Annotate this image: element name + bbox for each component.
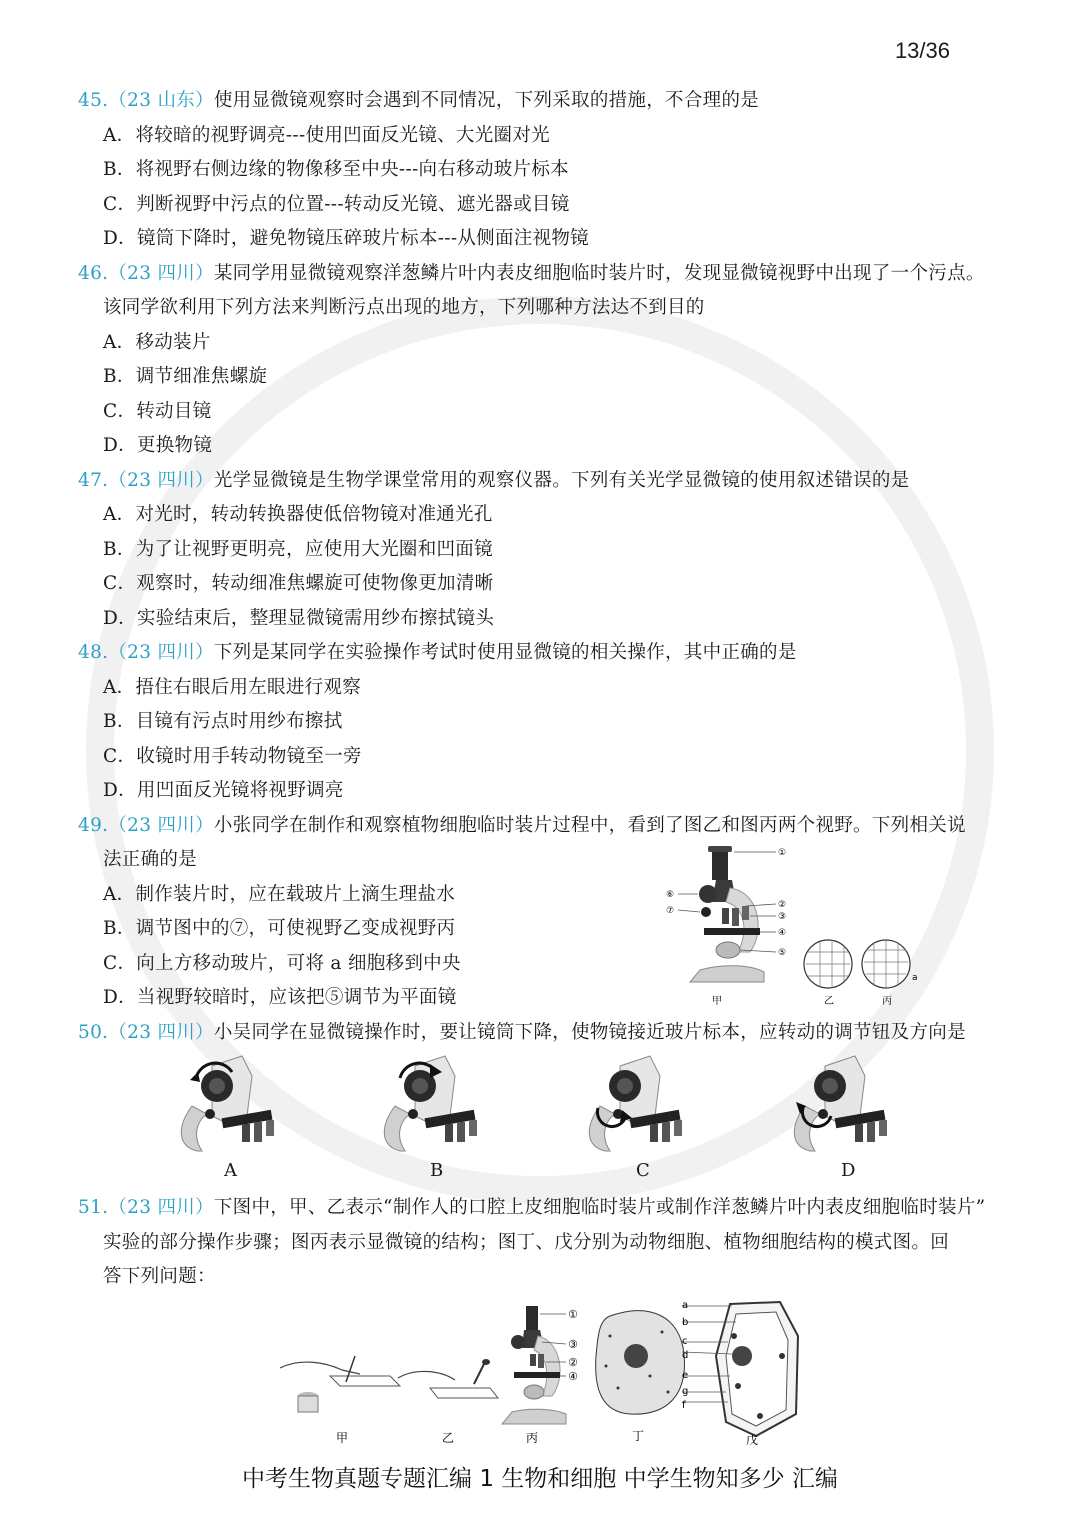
label-d: d	[682, 1350, 689, 1361]
option-a: A．将较暗的视野调亮---使用凹面反光镜、大光圈对光	[103, 125, 550, 146]
figure-label-b: B	[430, 1160, 444, 1181]
question-48-stem: 48.（23 四川）下列是某同学在实验操作考试时使用显微镜的相关操作，其中正确的是	[78, 642, 797, 663]
label-bing: 丙	[882, 996, 892, 1007]
option-a: A．捂住右眼后用左眼进行观察	[103, 677, 362, 698]
option-d: D．实验结束后，整理显微镜需用纱布擦拭镜头	[103, 608, 495, 629]
option-c: C．转动目镜	[103, 401, 212, 422]
option-c: C．收镜时用手转动物镜至一旁	[103, 746, 362, 767]
option-b: B．为了让视野更明亮，应使用大光圈和凹面镜	[103, 539, 493, 560]
question-50-stem: 50.（23 四川）小吴同学在显微镜操作时，要让镜筒下降，使物镜接近玻片标本，应转动的调节钮及方向是	[78, 1022, 966, 1043]
label-wu: 戊	[746, 1433, 759, 1447]
label-3: ③	[568, 1338, 578, 1351]
question-47-stem: 47.（23 四川）光学显微镜是生物学课堂常用的观察仪器。下列有关光学显微镜的使用叙述错误的是	[78, 470, 910, 491]
question-source: （23 山东）	[108, 90, 214, 111]
microscope-drawing	[678, 846, 776, 982]
figure-label-c: C	[636, 1160, 650, 1181]
option-b: B．调节细准焦螺旋	[103, 366, 268, 387]
option-a-drawing	[181, 1056, 274, 1151]
option-b-drawing	[384, 1056, 477, 1151]
question-45-stem: 45.（23 山东）使用显微镜观察时会遇到不同情况，下列采取的措施，不合理的是	[78, 90, 760, 111]
question-number: 46.	[78, 263, 109, 284]
label-yi: 乙	[442, 1431, 455, 1445]
page-number: 13/36	[894, 38, 950, 63]
plant-cell-drawing	[682, 1302, 798, 1436]
question-number: 45.	[78, 90, 109, 111]
question-number: 47.	[78, 470, 109, 491]
page-footer: 中考生物真题专题汇编 1 生物和细胞 中学生物知多少 汇编	[242, 1466, 838, 1492]
question-46-stem-cont: 该同学欲利用下列方法来判断污点出现的地方，下列哪种方法达不到目的	[103, 297, 705, 318]
question-50-figure	[160, 1050, 920, 1185]
option-d: D．更换物镜	[103, 435, 213, 456]
label-3: ③	[778, 912, 787, 922]
question-51-stem-cont: 实验的部分操作步骤；图丙表示显微镜的结构；图丁、戊分别为动物细胞、植物细胞结构的模式图。回	[103, 1232, 950, 1253]
option-d: D．用凹面反光镜将视野调亮	[103, 780, 344, 801]
option-a: A．对光时，转动转换器使低倍物镜对准通光孔	[103, 504, 493, 525]
option-c: C．向上方移动玻片，可将 a 细胞移到中央	[103, 953, 461, 974]
question-49-stem: 49.（23 四川）小张同学在制作和观察植物细胞临时装片过程中，看到了图乙和图丙两个视野。下列相关说	[78, 815, 966, 836]
option-c: C．判断视野中污点的位置---转动反光镜、遮光器或目镜	[103, 194, 570, 215]
option-a: A．制作装片时，应在载玻片上滴生理盐水	[103, 884, 456, 905]
question-source: （23 四川）	[108, 1197, 214, 1218]
label-jia: 甲	[336, 1431, 349, 1445]
label-f: f	[682, 1400, 686, 1411]
question-46-stem: 46.（23 四川）某同学用显微镜观察洋葱鳞片叶内表皮细胞临时装片时，发现显微镜视野中出现了一个污点。	[78, 263, 985, 284]
option-d: D．当视野较暗时，应该把⑤调节为平面镜	[103, 987, 457, 1008]
label-bing: 丙	[526, 1431, 539, 1445]
step-yi-drawing	[398, 1359, 498, 1398]
label-b: b	[682, 1317, 689, 1328]
label-jia: 甲	[712, 996, 722, 1007]
question-source: （23 四川）	[108, 815, 214, 836]
option-b: B．调节图中的⑦，可使视野乙变成视野丙	[103, 918, 456, 939]
label-ding: 丁	[632, 1429, 645, 1443]
option-b: B．目镜有污点时用纱布擦拭	[103, 711, 343, 732]
question-source: （23 四川）	[108, 642, 214, 663]
field-of-view-bing	[862, 940, 910, 988]
option-c: C．观察时，转动细准焦螺旋可使物像更加清晰	[103, 573, 494, 594]
animal-cell-drawing	[596, 1311, 685, 1414]
option-b: B．将视野右侧边缘的物像移至中央---向右移动玻片标本	[103, 159, 569, 180]
question-51-stem: 51.（23 四川）下图中，甲、乙表示“制作人的口腔上皮细胞临时装片或制作洋葱鳞片叶内表皮细胞临时装片”	[78, 1197, 986, 1218]
figure-label-a: A	[224, 1160, 237, 1181]
label-e: e	[682, 1370, 689, 1381]
question-source: （23 四川）	[108, 1022, 214, 1043]
label-6: ⑥	[666, 890, 675, 900]
label-4: ④	[778, 928, 787, 938]
label-7: ⑦	[666, 906, 675, 916]
label-2: ②	[568, 1356, 578, 1369]
label-yi: 乙	[824, 996, 834, 1007]
question-51-stem-cont2: 答下列问题：	[103, 1266, 216, 1287]
step-jia-drawing	[280, 1356, 400, 1412]
question-number: 51.	[78, 1197, 109, 1218]
question-source: （23 四川）	[108, 263, 214, 284]
label-1: ①	[778, 848, 787, 858]
question-49-figure	[660, 842, 930, 1012]
option-a: A．移动装片	[103, 332, 211, 353]
label-2: ②	[778, 900, 787, 910]
figure-label-d: D	[841, 1160, 856, 1181]
question-number: 50.	[78, 1022, 109, 1043]
question-source: （23 四川）	[108, 470, 214, 491]
option-d: D．镜筒下降时，避免物镜压碎玻片标本---从侧面注视物镜	[103, 228, 589, 249]
label-4: ④	[568, 1370, 578, 1383]
question-49-stem-cont: 法正确的是	[103, 849, 198, 870]
question-number: 49.	[78, 815, 109, 836]
label-g: g	[682, 1386, 689, 1397]
microscope-bing-drawing	[502, 1306, 566, 1424]
label-1: ①	[568, 1308, 578, 1321]
field-of-view-yi	[804, 940, 852, 988]
option-d-drawing	[794, 1056, 887, 1151]
option-c-drawing	[589, 1056, 682, 1151]
label-a: a	[912, 973, 918, 983]
label-c: c	[682, 1336, 688, 1347]
question-51-figure	[270, 1296, 810, 1451]
question-number: 48.	[78, 642, 109, 663]
label-5: ⑤	[778, 948, 787, 958]
label-a: a	[682, 1300, 689, 1311]
